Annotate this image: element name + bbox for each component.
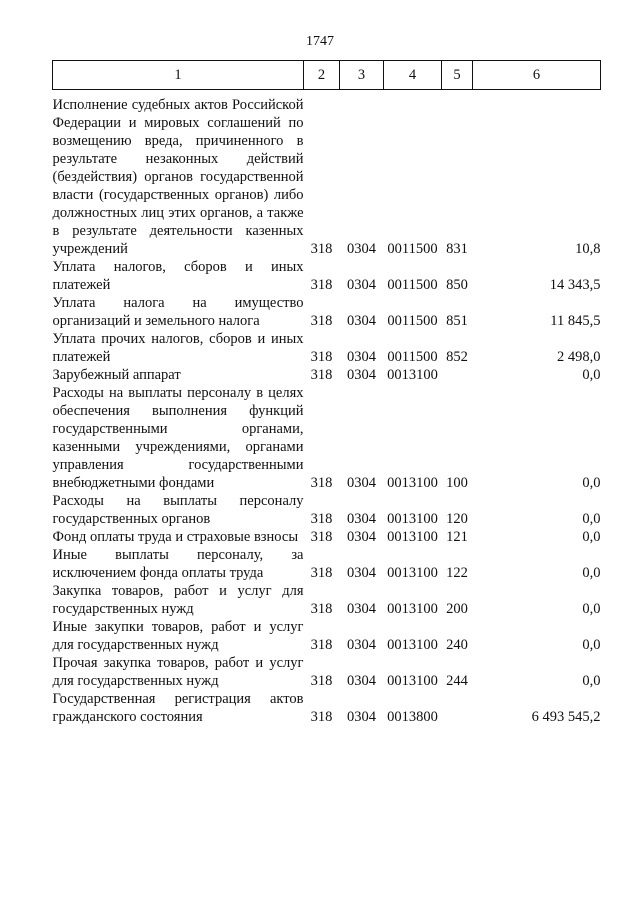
- row-section-code: 0304: [347, 673, 376, 689]
- column-header-1: 1: [53, 61, 304, 90]
- row-section-code: 0304: [347, 709, 376, 725]
- row-expense-type: 850: [446, 277, 468, 293]
- row-section-code: 0304: [347, 313, 376, 329]
- row-amount: 0,0: [582, 673, 601, 689]
- row-section-code: 0304: [347, 277, 376, 293]
- column-header-3: 3: [340, 61, 384, 90]
- row-ministry-code: 318: [310, 367, 333, 383]
- row-ministry-code: 318: [310, 673, 333, 689]
- row-name: Прочая закупка товаров, работ и услуг для государственных нужд: [52, 655, 304, 689]
- row-name: Уплата налога на имущество организаций и земельного налога: [52, 295, 304, 329]
- row-section-code: 0304: [347, 511, 376, 527]
- table-row: [53, 366, 601, 384]
- table-row: [53, 690, 601, 726]
- row-expense-type: 122: [446, 565, 468, 581]
- row-amount: 0,0: [582, 637, 601, 653]
- row-name: Расходы на выплаты персоналу государственных органов: [52, 493, 304, 527]
- table-header: [53, 61, 601, 90]
- row-amount: 10,8: [575, 241, 601, 257]
- row-section-code: 0304: [347, 565, 376, 581]
- row-expense-type: 100: [446, 475, 468, 491]
- row-target-code: 0013100: [387, 475, 438, 491]
- header-row: [53, 61, 601, 90]
- row-amount: 6 493 545,2: [531, 709, 601, 725]
- table-row: [53, 654, 601, 690]
- row-amount: 0,0: [582, 529, 601, 545]
- table-row: [53, 294, 601, 330]
- row-ministry-code: 318: [310, 241, 333, 257]
- row-name: Расходы на выплаты персоналу в целях обеспечения выполнения функций государственными органами, казенными учреждениями, органами управления государственными внебюджетными фондами: [52, 385, 304, 491]
- row-expense-type: [442, 366, 473, 384]
- row-amount: 0,0: [582, 565, 601, 581]
- row-ministry-code: 318: [310, 601, 333, 617]
- table-row: [53, 384, 601, 492]
- row-expense-type: [442, 690, 473, 726]
- row-ministry-code: 318: [310, 637, 333, 653]
- row-ministry-code: 318: [310, 709, 333, 725]
- row-section-code: 0304: [347, 241, 376, 257]
- budget-table: [52, 60, 601, 726]
- row-target-code: 0013100: [387, 565, 438, 581]
- row-expense-type: 831: [446, 241, 468, 257]
- table-row: [53, 582, 601, 618]
- row-ministry-code: 318: [310, 349, 333, 365]
- row-name: Иные закупки товаров, работ и услуг для государственных нужд: [52, 619, 304, 653]
- row-target-code: 0011500: [387, 313, 438, 329]
- row-amount: 2 498,0: [557, 349, 601, 365]
- row-name: Фонд оплаты труда и страховые взносы: [52, 529, 299, 545]
- column-header-5: 5: [442, 61, 473, 90]
- table-row: [53, 90, 601, 259]
- row-expense-type: 244: [446, 673, 468, 689]
- table-row: [53, 546, 601, 582]
- row-ministry-code: 318: [310, 529, 333, 545]
- row-name: Иные выплаты персоналу, за исключением фонда оплаты труда: [52, 547, 304, 581]
- page-number: 1747: [306, 34, 334, 49]
- row-amount: 0,0: [582, 367, 601, 383]
- table-row: [53, 492, 601, 528]
- row-amount: 14 343,5: [549, 277, 601, 293]
- row-expense-type: 200: [446, 601, 468, 617]
- row-expense-type: 121: [446, 529, 468, 545]
- row-name: Государственная регистрация актов гражданского состояния: [52, 691, 304, 725]
- row-section-code: 0304: [347, 367, 376, 383]
- row-target-code: 0011500: [387, 349, 438, 365]
- table-row: [53, 330, 601, 366]
- table-row: [53, 618, 601, 654]
- row-name: Зарубежный аппарат: [52, 367, 181, 383]
- row-target-code: 0011500: [387, 241, 438, 257]
- row-amount: 0,0: [582, 601, 601, 617]
- row-name: Исполнение судебных актов Российской Федерации и мировых соглашений по возмещению вреда, причиненного в результате незаконных действий (бездействия) органов государственной власти (государственных органов) либо должностных лиц этих органов, а также в результате деятельности казенных учреждений: [52, 97, 304, 257]
- row-name: Уплата налогов, сборов и иных платежей: [52, 259, 304, 293]
- row-expense-type: 240: [446, 637, 468, 653]
- row-target-code: 0013800: [387, 709, 438, 725]
- column-header-2: 2: [304, 61, 340, 90]
- row-target-code: 0013100: [387, 637, 438, 653]
- row-section-code: 0304: [347, 475, 376, 491]
- row-expense-type: 120: [446, 511, 468, 527]
- row-section-code: 0304: [347, 601, 376, 617]
- row-amount: 0,0: [582, 475, 601, 491]
- row-expense-type: 852: [446, 349, 468, 365]
- row-amount: 11 845,5: [550, 313, 601, 329]
- table-body: [53, 90, 601, 727]
- column-header-6: 6: [473, 61, 601, 90]
- row-section-code: 0304: [347, 529, 376, 545]
- table-row: [53, 528, 601, 546]
- column-header-4: 4: [384, 61, 442, 90]
- row-target-code: 0013100: [387, 601, 438, 617]
- row-expense-type: 851: [446, 313, 468, 329]
- row-ministry-code: 318: [310, 313, 333, 329]
- row-target-code: 0013100: [387, 529, 438, 545]
- row-target-code: 0011500: [387, 277, 438, 293]
- row-target-code: 0013100: [387, 673, 438, 689]
- row-name: Закупка товаров, работ и услуг для государственных нужд: [52, 583, 304, 617]
- row-section-code: 0304: [347, 349, 376, 365]
- row-amount: 0,0: [582, 511, 601, 527]
- row-section-code: 0304: [347, 637, 376, 653]
- row-ministry-code: 318: [310, 277, 333, 293]
- row-ministry-code: 318: [310, 565, 333, 581]
- table-row: [53, 258, 601, 294]
- row-target-code: 0013100: [387, 511, 438, 527]
- row-ministry-code: 318: [310, 475, 333, 491]
- row-name: Уплата прочих налогов, сборов и иных платежей: [52, 331, 304, 365]
- row-ministry-code: 318: [310, 511, 333, 527]
- row-target-code: 0013100: [387, 367, 438, 383]
